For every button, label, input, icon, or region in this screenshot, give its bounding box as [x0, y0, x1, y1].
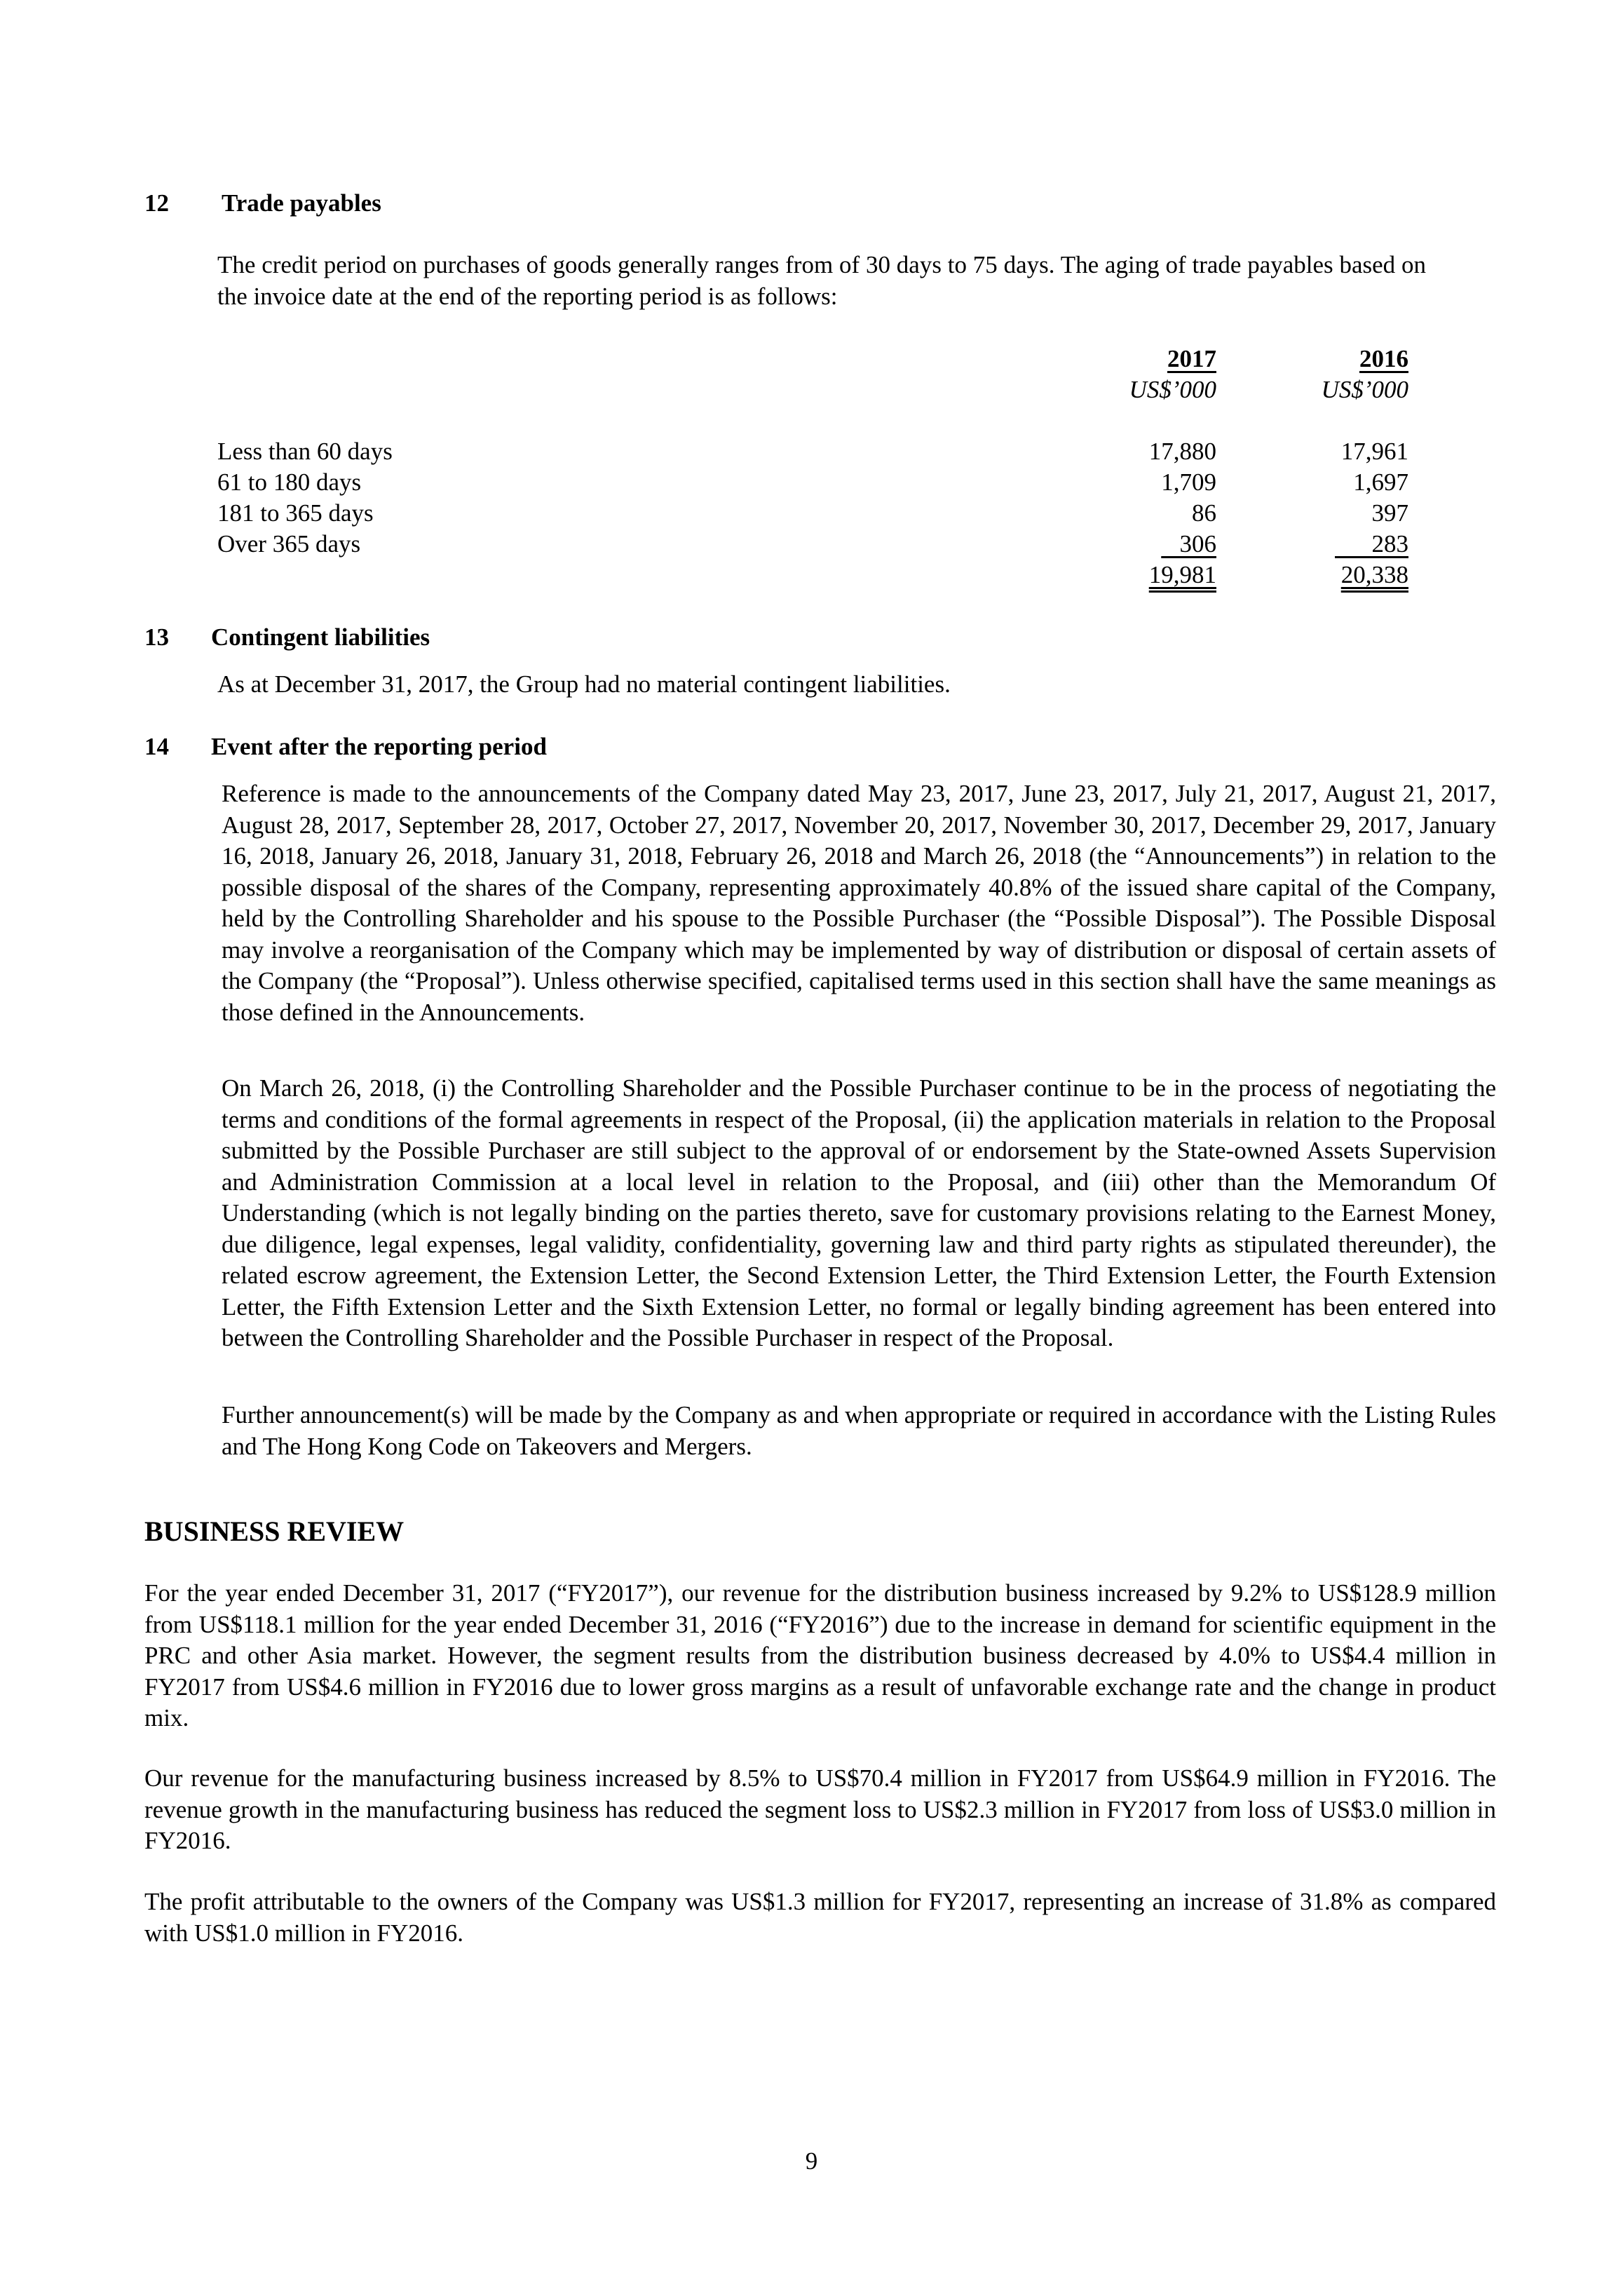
table-cell-2016-value: 283 [1371, 530, 1408, 558]
column-header-year-2017: 2017 [1167, 345, 1216, 372]
note-13-heading [144, 622, 430, 653]
table-cell-2017 [1161, 529, 1216, 560]
table-row-label: 181 to 365 days [217, 499, 374, 527]
column-header-unit-2016: US$’000 [1321, 376, 1408, 403]
table-total-2017: 19,981 [1148, 561, 1216, 588]
table-cell-2017: 86 [1192, 499, 1216, 527]
column-header-year-2016: 2016 [1359, 345, 1408, 372]
note-13-text: As at December 31, 2017, the Group had no material contingent liabilities. [217, 670, 951, 698]
note-title: Event after the reporting period [211, 733, 547, 760]
note-12-heading [144, 188, 381, 219]
column-header-unit-2017: US$’000 [1129, 376, 1216, 403]
table-cell-2017: 1,709 [1161, 468, 1216, 496]
note-title: Trade payables [222, 189, 381, 217]
table-cell-2016: 17,961 [1340, 438, 1408, 465]
table-cell-2017-value: 306 [1179, 530, 1216, 558]
note-14-paragraph-3: Further announcement(s) will be made by the Company as and when appropriate or required in accordance with the Listing Rules and The Hong Kong Code on Takeovers and Mergers. [222, 1401, 1496, 1460]
table-total-2016: 20,338 [1340, 561, 1408, 588]
note-14-heading [144, 731, 547, 762]
table-cell-2016: 397 [1371, 499, 1408, 527]
note-title: Contingent liabilities [211, 623, 430, 651]
note-number: 14 [144, 733, 169, 760]
note-14-paragraph-1: Reference is made to the announcements of the Company dated May 23, 2017, June 23, 2017, July 21, 2017, August 21, 2017, August 28, 2017, September 28, 2017, October 27, 2017, November 20, 2017, November 30, 2017, December 29, 2017, January 16, 2018, January 26, 2018, January 31, 2018, February 26, 2018 and March 26, 2018 (the “Announcements”) in relation to the possible disposal of the shares of the Company, representing approximately 40.8% of the issued share capital of the Company, held by the Controlling Shareholder and his spouse to the Possible Purchaser (the “Possible Disposal”). The Possible Disposal may involve a reorganisation of the Company which may be implemented by way of distribution or disposal of certain assets of the Company (the “Proposal”). Unless otherwise specified, capitalised terms used in this section shall have the same meanings as those defined in the Announcements. [222, 780, 1496, 1026]
page-number: 9 [805, 2147, 818, 2175]
business-review-paragraph-3: The profit attributable to the owners of the Company was US$1.3 million for FY2017, representing an increase of 31.8% as compared with US$1.0 million in FY2016. [144, 1888, 1496, 1947]
table-row-label: Over 365 days [217, 530, 361, 558]
note-12-text: The credit period on purchases of goods generally ranges from of 30 days to 75 days. The aging of trade payables based on the invoice date at the end of the reporting period is as follows: [217, 251, 1426, 310]
table-cell-2016: 1,697 [1353, 468, 1408, 496]
table-cell-2016 [1335, 529, 1408, 560]
note-number: 12 [144, 189, 169, 217]
business-review-paragraph-1: For the year ended December 31, 2017 (“FY2017”), our revenue for the distribution business increased by 9.2% to US$128.9 million from US$118.1 million for the year ended December 31, 2016 (“FY2016”) due to the increase in demand for scientific equipment in the PRC and other Asia market. However, the segment results from the distribution business decreased by 4.0% to US$4.4 million in FY2017 from US$4.6 million in FY2016 due to lower gross margins as a result of unfavorable exchange rate and the change in product mix. [144, 1579, 1496, 1731]
note-number: 13 [144, 623, 169, 651]
business-review-heading: BUSINESS REVIEW [144, 1515, 405, 1547]
table-cell-2017: 17,880 [1148, 438, 1216, 465]
business-review-paragraph-2: Our revenue for the manufacturing business increased by 8.5% to US$70.4 million in FY2017 from US$64.9 million in FY2016. The revenue growth in the manufacturing business has reduced the segment loss to US$2.3 million in FY2017 from loss of US$3.0 million in FY2016. [144, 1764, 1496, 1854]
table-row-label: Less than 60 days [217, 438, 393, 465]
table-row-label: 61 to 180 days [217, 468, 362, 496]
note-14-paragraph-2: On March 26, 2018, (i) the Controlling Shareholder and the Possible Purchaser continue to be in the process of negotiating the terms and conditions of the formal agreements in respect of the Proposal, (ii) the application materials in relation to the Proposal submitted by the Possible Purchaser are still subject to the approval of or endorsement by the State-owned Assets Supervision and Administration Commission at a local level in relation to the Proposal, and (iii) other than the Memorandum Of Understanding (which is not legally binding on the parties thereto, save for customary provisions relating to the Earnest Money, due diligence, legal expenses, legal validity, confidentiality, governing law and third party rights as stipulated thereunder), the related escrow agreement, the Extension Letter, the Second Extension Letter, the Third Extension Letter, the Fourth Extension Letter, the Fifth Extension Letter and the Sixth Extension Letter, no formal or legally binding agreement has been entered into between the Controlling Shareholder and the Possible Purchaser in respect of the Proposal. [222, 1074, 1496, 1351]
